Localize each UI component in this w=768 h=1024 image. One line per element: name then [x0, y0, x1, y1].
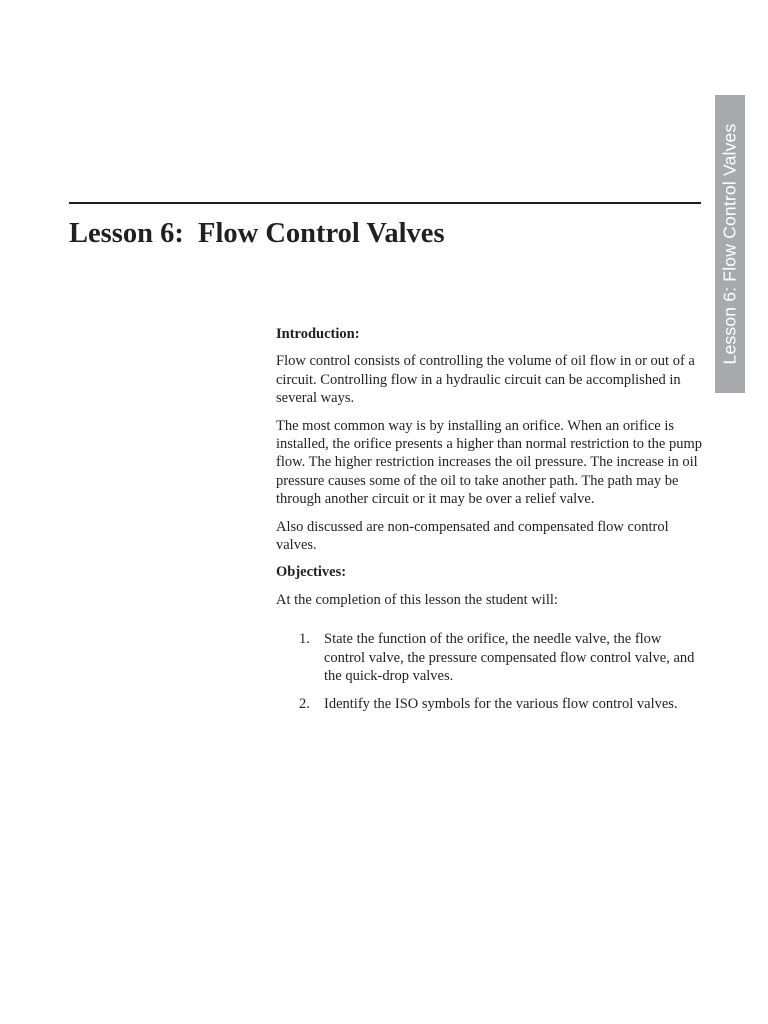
- objectives-list: [276, 630, 704, 713]
- objective-text: State the function of the orifice, the needle valve, the flow control valve, the pressure compensated flow control valve, and the quick-drop valves.: [324, 631, 695, 685]
- title-rule: [69, 202, 701, 204]
- page-title: Lesson 6: Flow Control Valves: [69, 218, 445, 249]
- objective-number: 1.: [299, 631, 310, 648]
- objectives-lead: At the completion of this lesson the student will:: [276, 591, 558, 608]
- objective-item: [276, 695, 704, 713]
- objective-item: [276, 630, 704, 685]
- intro-paragraph-2: The most common way is by installing an orifice. When an orifice is installed, the orifice presents a higher than normal restriction to the pump flow. The higher restriction increases the oil pressure. The increase in oil pressure causes some of the oil to take another path. The path may be through another circuit or it may be over a relief valve.: [276, 417, 703, 508]
- intro-paragraph-3: Also discussed are non-compensated and compensated flow control valves.: [276, 518, 669, 554]
- introduction-heading: Introduction:: [276, 326, 360, 342]
- lesson-body: [276, 325, 704, 722]
- intro-paragraph-1: Flow control consists of controlling the volume of oil flow in or out of a circuit. Controlling flow in a hydraulic circuit can be accomplished in several ways.: [276, 353, 695, 407]
- side-tab-label: Lesson 6: Flow Control Valves: [719, 123, 740, 365]
- objectives-heading: Objectives:: [276, 564, 347, 581]
- objective-text: Identify the ISO symbols for the various flow control valves.: [324, 695, 678, 712]
- objective-number: 2.: [299, 695, 310, 712]
- side-section-tab: [715, 95, 745, 393]
